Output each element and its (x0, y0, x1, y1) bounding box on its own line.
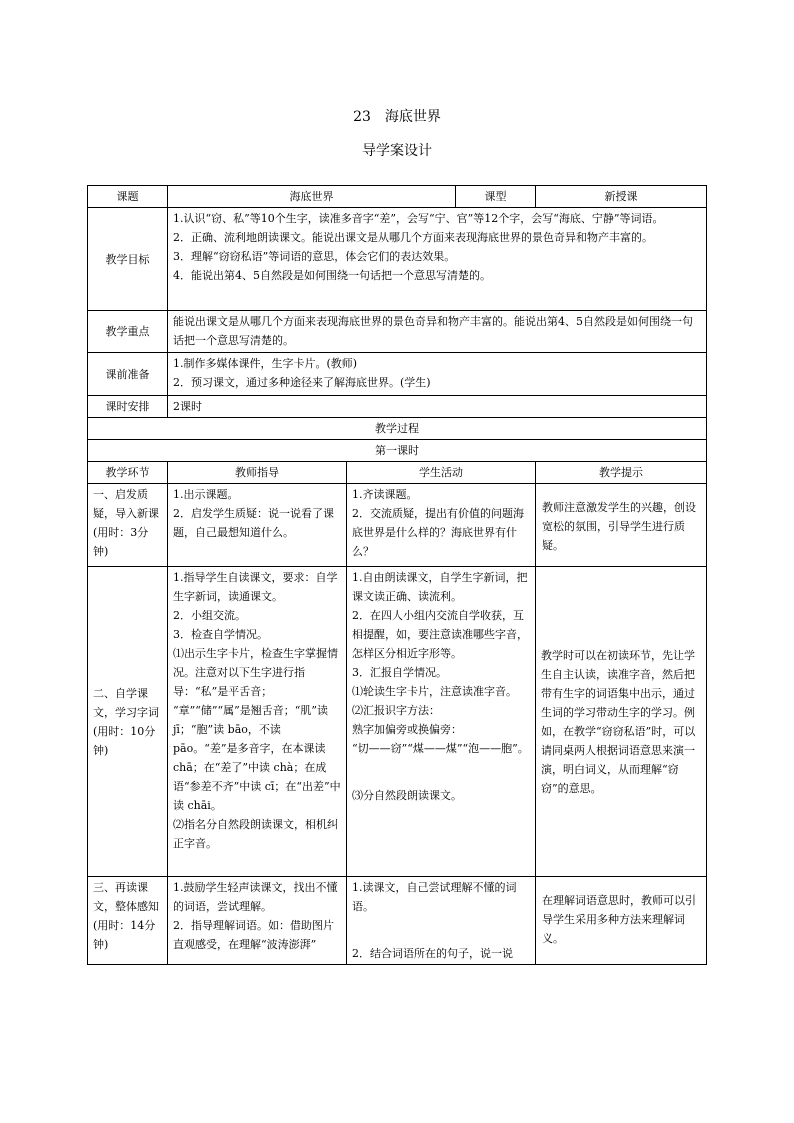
header-student: 学生活动 (347, 462, 536, 484)
teacher-item: ⑵指名分自然段朗读课文，相机纠正字音。 (173, 818, 338, 850)
student-cell (347, 877, 536, 965)
student-item: ⑶分自然段朗读课文。 (352, 789, 462, 802)
goal-item: 3．理解“窃窃私语”等词语的意思，体会它们的表达效果。 (173, 250, 456, 263)
student-cell (347, 484, 536, 567)
teacher-item: 2．小组交流。 (173, 609, 246, 622)
student-item: ⑴轮读生字卡片，注意读准字音。 (352, 685, 517, 698)
time-value: 2课时 (168, 396, 707, 418)
student-item: 2．在四人小组内交流自学收获，互相提醒，如，要注意读准哪些字音，怎样区分相近字形等。 (352, 609, 528, 660)
goals-content (168, 208, 707, 311)
teacher-item: 1.指导学生自读课文，要求：自学生字新词，读通课文。 (173, 571, 338, 603)
teacher-cell (168, 484, 347, 567)
process-title: 教学过程 (88, 418, 707, 440)
student-item: 1.自由朗读课文，自学生字新词，把课文读正确、读流利。 (352, 571, 528, 603)
key-label: 教学重点 (88, 311, 168, 353)
student-item: 熟字加偏旁或换偏旁： (352, 723, 462, 736)
topic-value: 海底世界 (168, 186, 456, 208)
stage-cell: 二、自学课文，学习字词(用时：10分钟) (88, 567, 168, 877)
key-content: 能说出课文是从哪几个方面来表现海底世界的景色奇异和物产丰富的。能说出第4、5自然段是如何围绕一句话把一个意思写清楚的。 (168, 311, 707, 353)
prep-label: 课前准备 (88, 353, 168, 396)
stage-cell: 三、再读课文，整体感知(用时：14分钟) (88, 877, 168, 965)
student-item: “切——窃”“煤——煤”“泡——胞”。 (352, 742, 529, 755)
teacher-item: ⑴出示生字卡片，检查生字掌握情况。注意对以下生字进行指导：“私”是平舌音； (173, 647, 338, 698)
student-item: 2．结合词语所在的句子，说一说 (352, 947, 513, 960)
student-item: 3．汇报自学情况。 (352, 666, 447, 679)
teacher-item: 2．指导理解词语。如：借助图片直观感受，在理解“波涛澎湃” (173, 919, 334, 951)
header-stage: 教学环节 (88, 462, 168, 484)
prep-item: 1.制作多媒体课件，生字卡片。(教师) (173, 357, 358, 370)
teacher-item: 3．检查自学情况。 (173, 628, 268, 641)
table-row (88, 877, 707, 965)
student-cell (347, 567, 536, 877)
goal-item: 2．正确、流利地朗读课文。能说出课文是从哪几个方面来表现海底世界的景色奇异和物产丰富的。 (173, 231, 653, 244)
table-row (88, 484, 707, 567)
goals-label: 教学目标 (88, 208, 168, 311)
teacher-cell (168, 877, 347, 965)
hint-cell: 在理解词语意思时，教师可以引导学生采用多种方法来理解词义。 (536, 877, 707, 965)
lesson-title: 23 海底世界 (353, 109, 441, 125)
hint-cell: 教师注意激发学生的兴趣，创设宽松的氛围，引导学生进行质疑。 (536, 484, 707, 567)
teacher-item: 2．启发学生质疑：说一说看了课题，自己最想知道什么。 (173, 507, 334, 539)
student-item: 1.齐读课题。 (352, 488, 418, 501)
topic-label: 课题 (88, 186, 168, 208)
student-item: 1.读课文，自己尝试理解不懂的词语。 (352, 881, 517, 913)
lesson-label: 第一课时 (88, 440, 707, 462)
teacher-item: 1.出示课题。 (173, 488, 239, 501)
stage-cell: 一、启发质疑，导入新课(用时：3分钟) (88, 484, 168, 567)
spacer (352, 758, 530, 786)
teacher-item: 1.鼓励学生轻声读课文，找出不懂的词语，尝试理解。 (173, 881, 338, 913)
type-value: 新授课 (536, 186, 707, 208)
time-label: 课时安排 (88, 396, 168, 418)
prep-content (168, 353, 707, 396)
type-label: 课型 (456, 186, 536, 208)
student-item: 2．交流质疑，提出有价值的问题海底世界是什么样的？海底世界有什么？ (352, 507, 524, 558)
goal-item: 4．能说出第4、5自然段是如何围绕一句话把一个意思写清楚的。 (173, 269, 491, 282)
teacher-item: “章”“储”“属”是翘舌音；“肌”读 jī；“胞”读 bāo，不读 pāo。“差”是多音字，在本课读 chā；在“差了”中读 chà；在成语“参差不齐”中读 cī；在“出差”中读 chāi。 (173, 704, 341, 812)
prep-item: 2．预习课文，通过多种途径来了解海底世界。(学生) (173, 376, 431, 389)
hint-cell: 教学时可以在初读环节，先让学生自主认读，读准字音，然后把带有生字的词语集中出示，通过生词的学习带动生字的学习。例如，在教学“窃窃私语”时，可以请同桌两人根据词语意思来演一演，明白词义，从而理解“窃窃”的意思。 (536, 567, 707, 877)
lesson-plan-table (87, 185, 707, 965)
student-item: ⑵汇报识字方法： (352, 704, 440, 717)
teacher-cell (168, 567, 347, 877)
header-teacher: 教师指导 (168, 462, 347, 484)
table-row (88, 567, 707, 877)
document-subtitle: 导学案设计 (362, 143, 432, 159)
header-hint: 教学提示 (536, 462, 707, 484)
goal-item: 1.认识“窃、私”等10个生字，读准多音字“差”，会写“宁、官”等12个字，会写“海底、宁静”等词语。 (173, 212, 664, 225)
spacer (352, 916, 530, 944)
